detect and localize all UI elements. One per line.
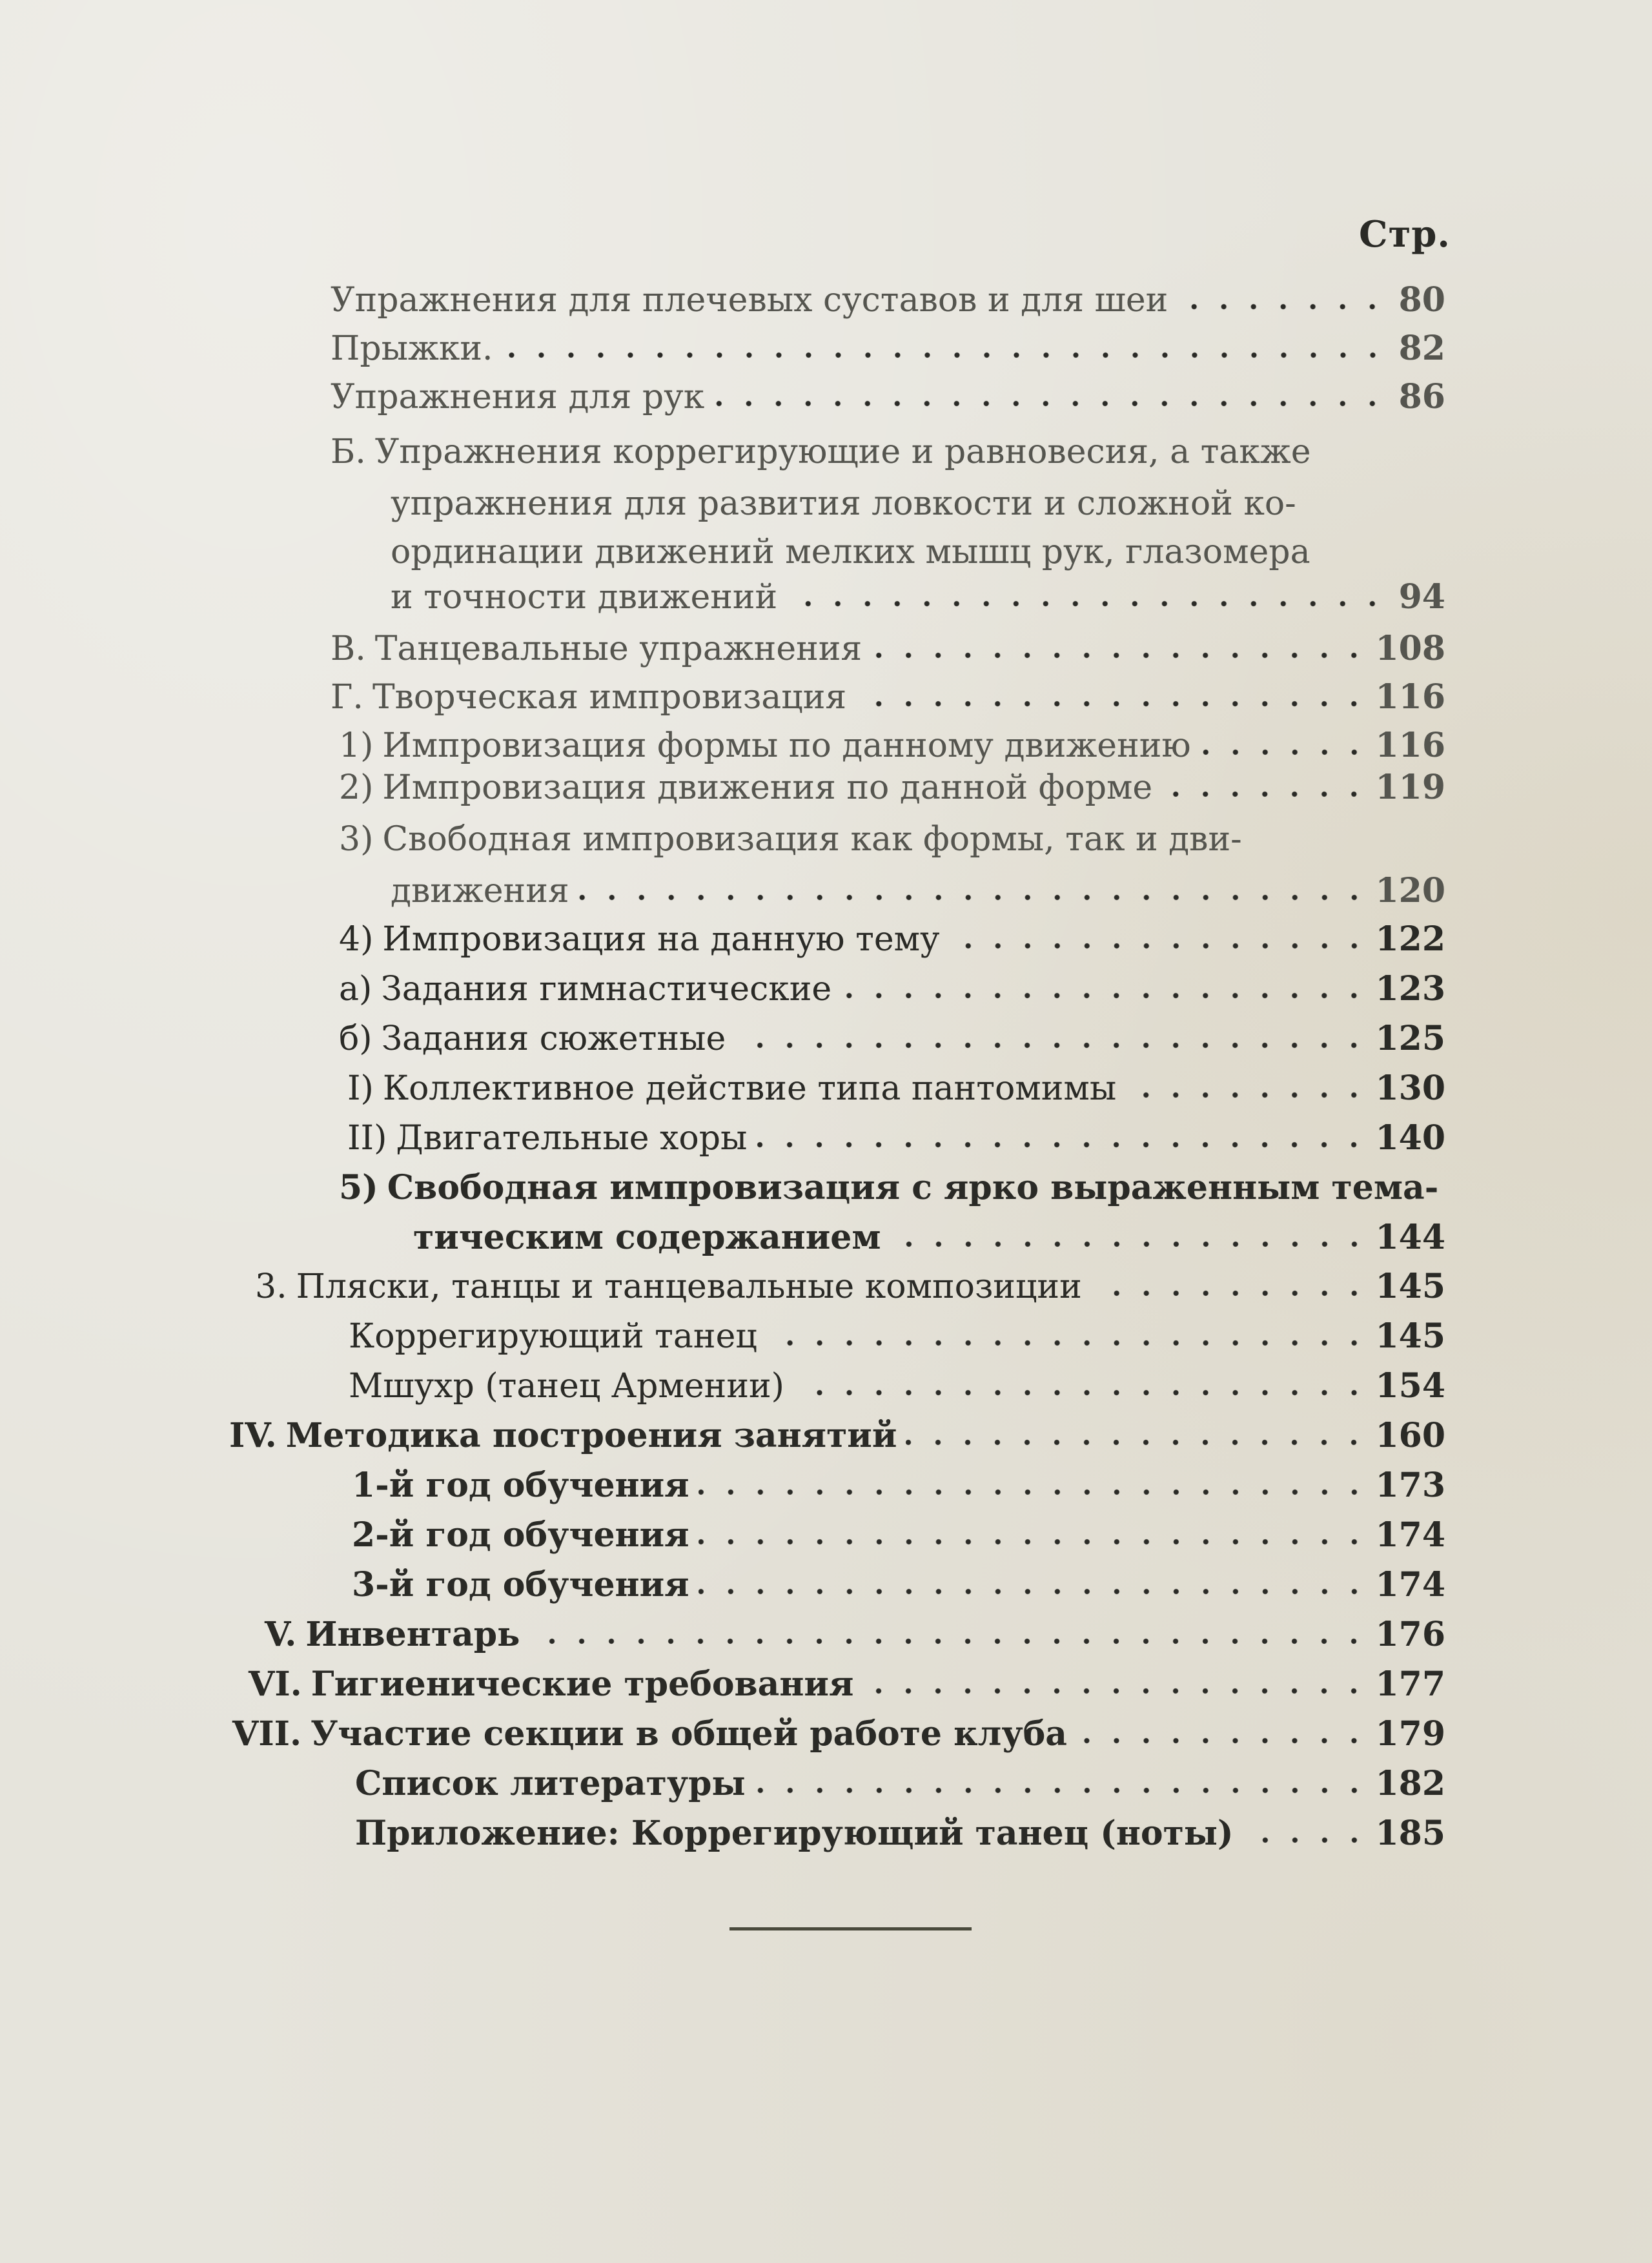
- toc-page-number: 116: [1375, 677, 1445, 717]
- dot-leader: [1161, 790, 1369, 799]
- toc-page-number: 174: [1375, 1565, 1445, 1604]
- toc-entry-number: VI.: [249, 1664, 302, 1704]
- toc-entry: [255, 1264, 1445, 1309]
- toc-entry: [265, 1612, 1445, 1657]
- toc-entry-line: [339, 1165, 1445, 1211]
- toc-entry: [229, 1413, 1445, 1459]
- toc-entry-title: движения: [391, 872, 569, 910]
- toc-entry-number: 3): [339, 820, 374, 859]
- toc-entry: [347, 1066, 1445, 1111]
- toc-entry-title: Коллективное действие типа пантомимы: [382, 1069, 1117, 1108]
- dot-leader: [578, 893, 1369, 902]
- toc-entry: [339, 723, 1445, 768]
- toc-page-number: 176: [1375, 1615, 1445, 1654]
- toc-entry: [355, 1811, 1445, 1856]
- dot-leader: [855, 699, 1369, 708]
- toc-page-number: 140: [1375, 1118, 1445, 1158]
- toc-entry-title: Импровизация движения по данной форме: [382, 768, 1153, 807]
- toc-entry: [232, 1712, 1445, 1757]
- toc-page-number: 119: [1375, 768, 1445, 807]
- dot-leader: [862, 1686, 1369, 1695]
- toc-entry-title: Пляски, танцы и танцевальные композиции: [296, 1267, 1082, 1306]
- toc-entry: [339, 765, 1445, 810]
- toc-entry: [331, 374, 1445, 420]
- toc-page-number: 179: [1375, 1714, 1445, 1754]
- dot-leader: [786, 599, 1387, 608]
- toc-page-number: 177: [1375, 1664, 1445, 1704]
- toc-entry: [352, 1562, 1445, 1608]
- toc-page-number: 122: [1375, 919, 1445, 959]
- dot-leader: [949, 941, 1369, 950]
- toc-page-number: 174: [1375, 1515, 1445, 1555]
- dot-leader: [735, 1041, 1369, 1050]
- toc-page-number: 125: [1375, 1019, 1445, 1058]
- toc-entry-line: [391, 529, 1445, 575]
- toc-entry-title: Приложение: Коррегирующий танец (ноты): [355, 1814, 1234, 1853]
- toc-entry: [331, 278, 1445, 323]
- toc-page-number: 123: [1375, 969, 1445, 1009]
- toc-entry-number: V.: [265, 1615, 297, 1654]
- toc-entry-title: Творческая импровизация: [372, 678, 847, 717]
- toc-entry-number: В.: [331, 630, 366, 668]
- toc-entry: [331, 326, 1445, 371]
- toc-entry-title: 3-й год обучения: [352, 1565, 689, 1604]
- toc-page-number: 145: [1375, 1267, 1445, 1306]
- toc-entry-line: [391, 481, 1445, 526]
- dot-leader: [1200, 748, 1369, 757]
- toc-entry-number: 3.: [255, 1267, 287, 1306]
- toc-entry: [352, 1463, 1445, 1508]
- toc-page-number: 154: [1375, 1366, 1445, 1406]
- toc-entry-number: I): [347, 1069, 374, 1108]
- toc-entry-title: Прыжки.: [331, 329, 493, 368]
- toc-entry-title: Список литературы: [355, 1764, 746, 1803]
- dot-leader: [699, 1537, 1369, 1546]
- dot-leader: [793, 1388, 1369, 1397]
- toc-entry-title: Импровизация на данную тему: [382, 920, 940, 959]
- toc-entry-title: Импровизация формы по данному движению: [382, 726, 1191, 765]
- toc-entry-number: II): [347, 1119, 387, 1158]
- toc-entry-title: Гигиенические требования: [311, 1664, 854, 1704]
- dot-leader: [1076, 1736, 1369, 1745]
- toc-entry-title: Участие секции в общей работе клуба: [311, 1714, 1067, 1754]
- toc-page-number: 86: [1398, 377, 1445, 416]
- toc-entry-number: Б.: [331, 433, 366, 471]
- toc-entry-title: Танцевальные упражнения: [374, 630, 862, 668]
- dot-leader: [502, 351, 1387, 360]
- toc-page-number: 120: [1375, 871, 1445, 910]
- dot-leader: [890, 1240, 1369, 1249]
- toc-entry: [391, 868, 1445, 914]
- toc-entry: [349, 1364, 1445, 1409]
- dot-leader: [699, 1587, 1369, 1596]
- toc-entry-number: IV.: [229, 1416, 277, 1455]
- dot-leader: [906, 1438, 1369, 1447]
- dot-leader: [529, 1637, 1369, 1646]
- toc-entry-number: VII.: [232, 1714, 302, 1754]
- toc-entry-number: 2): [339, 768, 374, 807]
- toc-entry-number: 1): [339, 726, 374, 765]
- dot-leader: [1125, 1091, 1369, 1100]
- toc-entry-title: Свободная импровизация как формы, так и дви-: [382, 820, 1242, 859]
- toc-entry-title: 1-й год обучения: [352, 1466, 689, 1505]
- dot-leader: [841, 991, 1369, 1000]
- toc-entry: [352, 1513, 1445, 1558]
- toc-page-number: 182: [1375, 1764, 1445, 1803]
- dot-leader: [755, 1786, 1369, 1795]
- toc-entry-title: Двигательные хоры: [396, 1119, 748, 1158]
- toc-entry-title: упражнения для развития ловкости и сложной ко-: [391, 484, 1296, 523]
- toc-entry: [347, 1116, 1445, 1161]
- toc-page-number: 173: [1375, 1466, 1445, 1505]
- toc-entry: [413, 1215, 1445, 1260]
- toc-entry-title: и точности движений: [391, 578, 778, 617]
- toc-entry: [339, 967, 1445, 1012]
- dot-leader: [1177, 302, 1387, 311]
- toc-page-number: 144: [1375, 1218, 1445, 1257]
- toc-entry-title: тическим содержанием: [413, 1218, 881, 1257]
- toc-entry-title: Упражнения для рук: [331, 378, 705, 416]
- toc-entry-number: 4): [339, 920, 374, 959]
- toc-page-number: 116: [1375, 726, 1445, 765]
- toc-page-number: 82: [1398, 329, 1445, 368]
- closing-rule: [729, 1927, 972, 1930]
- toc-entry: [339, 917, 1445, 962]
- toc-page-number: 94: [1398, 577, 1445, 617]
- toc-entry: [339, 1016, 1445, 1061]
- dot-leader: [699, 1488, 1369, 1497]
- toc-entry-title: Методика построения занятий: [285, 1416, 897, 1455]
- toc-entry-title: Инвентарь: [305, 1615, 520, 1654]
- toc-entry-number: Г.: [331, 678, 363, 717]
- page-column-header: Стр.: [1359, 213, 1451, 256]
- toc-entry-title: Упражнения для плечевых суставов и для шеи: [331, 281, 1168, 320]
- dot-leader: [756, 1140, 1369, 1149]
- dot-leader: [766, 1338, 1369, 1347]
- toc-entry: [349, 1314, 1445, 1359]
- dot-leader: [871, 651, 1369, 660]
- toc-entry: [355, 1761, 1445, 1807]
- toc-entry-title: Свободная импровизация с ярко выраженным тема-: [387, 1168, 1439, 1207]
- toc-entry-title: Коррегирующий танец: [349, 1317, 757, 1356]
- dot-leader: [1243, 1836, 1369, 1845]
- dot-leader: [713, 399, 1387, 408]
- toc-page-number: 160: [1375, 1416, 1445, 1455]
- toc-entry-line: [331, 429, 1445, 475]
- toc-page-number: 145: [1375, 1316, 1445, 1356]
- toc-page-number: 108: [1375, 629, 1445, 668]
- toc-page-number: 185: [1375, 1814, 1445, 1853]
- toc-entry-number: а): [339, 970, 372, 1009]
- dot-leader: [1091, 1289, 1369, 1298]
- toc-entry: [331, 626, 1445, 671]
- toc-entry-number: 5): [339, 1168, 378, 1207]
- toc-entry-title: Задания гимнастические: [381, 970, 832, 1009]
- toc-entry: [331, 675, 1445, 720]
- toc-entry-title: ординации движений мелких мышц рук, глазомера: [391, 533, 1310, 571]
- toc-entry-number: б): [339, 1019, 372, 1058]
- toc-entry-line: [339, 817, 1445, 862]
- toc-page-number: 130: [1375, 1069, 1445, 1108]
- toc-entry-title: Задания сюжетные: [381, 1019, 726, 1058]
- toc-entry-title: Упражнения коррегирующие и равновесия, а также: [374, 433, 1311, 471]
- toc-page-number: 80: [1398, 280, 1445, 320]
- toc-entry-title: 2-й год обучения: [352, 1515, 689, 1555]
- toc-entry-title: Мшухр (танец Армении): [349, 1367, 784, 1406]
- toc-entry: [391, 575, 1445, 620]
- toc-entry: [249, 1662, 1445, 1707]
